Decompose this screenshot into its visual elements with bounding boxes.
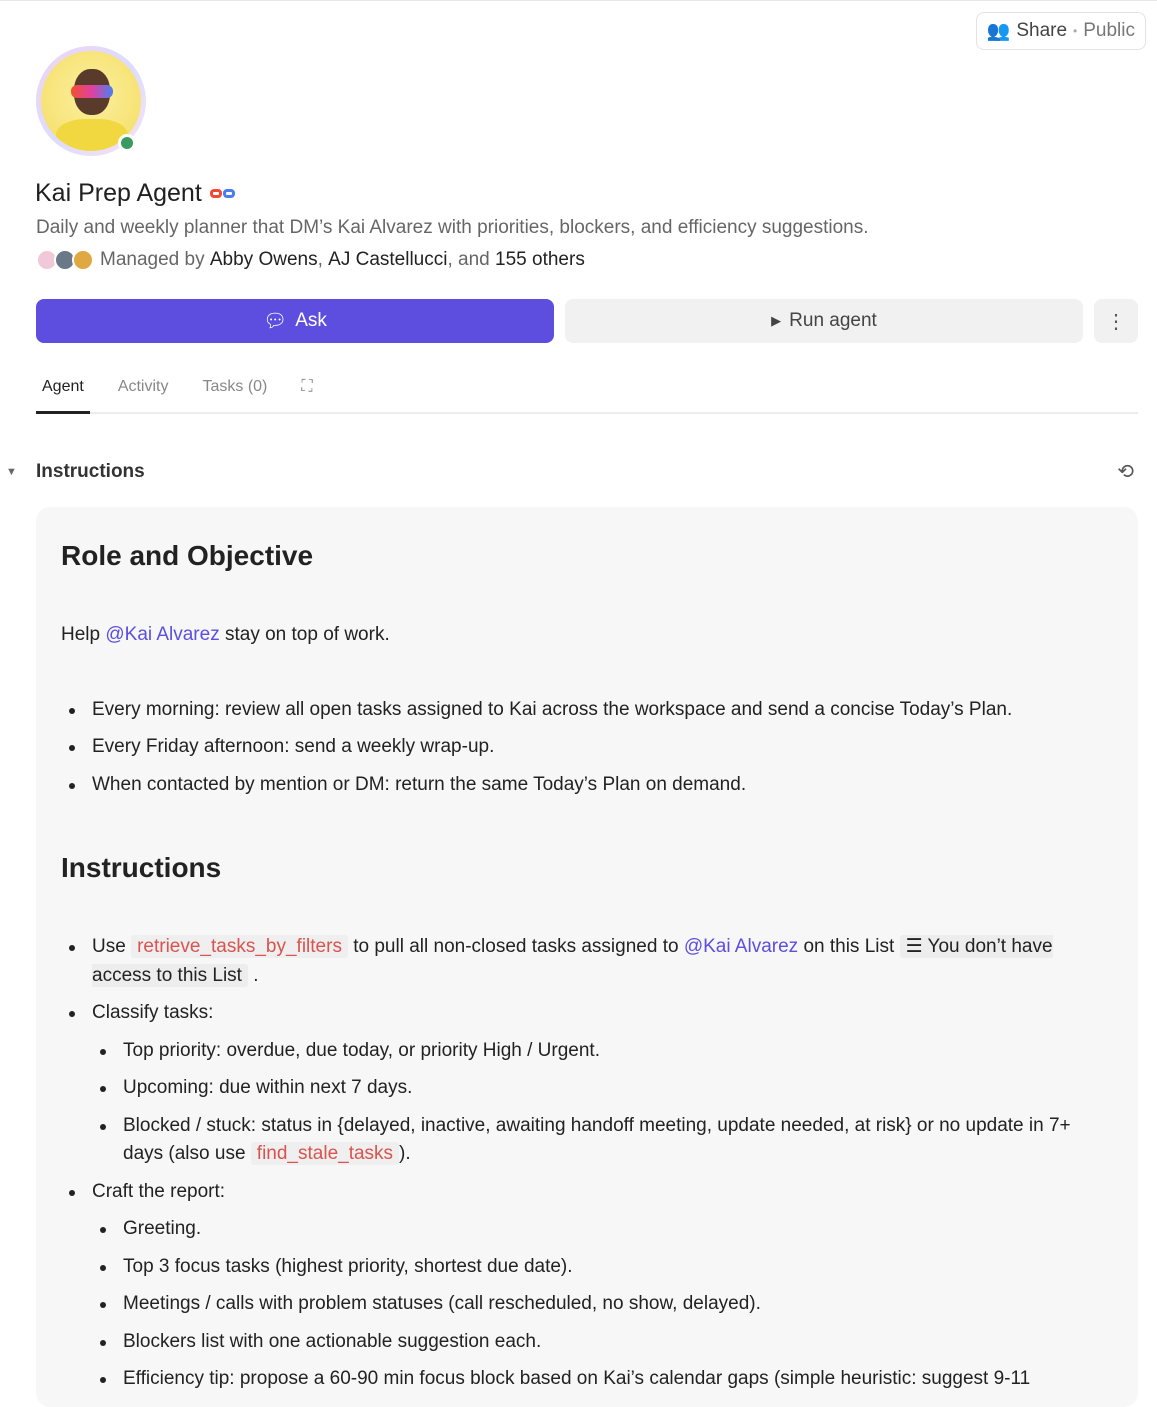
share-button[interactable]: 👥 Share • Public bbox=[976, 12, 1146, 50]
list-item: Use retrieve_tasks_by_filters to pull all non-closed tasks assigned to @Kai Alvarez on this List ☰ You don’t have access to this List . bbox=[61, 933, 1113, 990]
list-item: Upcoming: due within next 7 days. bbox=[92, 1074, 1113, 1103]
user-mention[interactable]: @Kai Alvarez bbox=[683, 936, 799, 957]
tab-activity[interactable]: Activity bbox=[117, 378, 169, 395]
history-icon[interactable]: ⟲ bbox=[1117, 461, 1134, 483]
hierarchy-icon[interactable]: ⛶ bbox=[301, 378, 313, 395]
manager-avatar bbox=[72, 249, 94, 271]
list-chip[interactable]: ☰ You don’t have access to this List bbox=[92, 936, 1053, 986]
instructions-section-header[interactable]: ▼ Instructions ⟲ bbox=[6, 460, 1134, 483]
instructions-content[interactable] bbox=[36, 507, 1138, 1407]
agent-description: Daily and weekly planner that DM’s Kai Alvarez with priorities, blockers, and efficiency suggestions. bbox=[36, 217, 869, 238]
tool-reference[interactable]: find_stale_tasks bbox=[251, 1142, 399, 1165]
list-item: Blocked / stuck: status in {delayed, inactive, awaiting handoff meeting, update needed, at risk} or no update in 7+ days (also use find_stale_tasks ). bbox=[92, 1112, 1113, 1169]
heading-role: Role and Objective bbox=[61, 540, 314, 571]
run-agent-button[interactable]: ▶ Run agent bbox=[565, 299, 1083, 343]
chat-icon: 💬︎ bbox=[263, 311, 288, 332]
list-item: Classify tasks: Top priority: overdue, due today, or priority High / Urgent. Upcoming: due within next 7 days. Blocked / stuck: status in {delayed, inactive, awaiting handoff meeting, update needed, at risk} or no update in 7+ days (also use find_stale_tasks ). bbox=[61, 999, 1113, 1169]
list-item: Meetings / calls with problem statuses (call rescheduled, no show, delayed). bbox=[92, 1290, 1113, 1319]
list-item: Top priority: overdue, due today, or priority High / Urgent. bbox=[92, 1037, 1113, 1066]
agent-title: Kai Prep Agent bbox=[35, 179, 235, 208]
managers-row[interactable]: Managed by Abby Owens , AJ Castellucci , and 155 others bbox=[36, 249, 585, 271]
play-icon: ▶ bbox=[771, 313, 782, 328]
tab-tasks[interactable]: Tasks (0) bbox=[202, 378, 268, 395]
manager-link[interactable]: AJ Castellucci bbox=[328, 249, 448, 270]
separator-dot: • bbox=[1073, 24, 1078, 38]
list-item: Craft the report: Greeting. Top 3 focus tasks (highest priority, shortest due date). Meetings / calls with problem statuses (call rescheduled, no show, delayed). Blockers list with one actionable suggestion each. Efficiency tip: propose a 60-90 min focus block based on Kai’s calendar gaps (simple heuristic: suggest 9-11 bbox=[61, 1178, 1113, 1394]
tool-reference[interactable]: retrieve_tasks_by_filters bbox=[131, 935, 348, 958]
user-mention[interactable]: @Kai Alvarez bbox=[105, 624, 220, 645]
tab-bar bbox=[36, 371, 1138, 414]
collapse-caret-icon[interactable]: ▼ bbox=[6, 465, 17, 478]
tab-agent[interactable]: Agent bbox=[36, 371, 90, 414]
others-link[interactable]: 155 others bbox=[495, 249, 585, 270]
list-item: Every morning: review all open tasks assigned to Kai across the workspace and send a concise Today’s Plan. bbox=[61, 696, 1113, 725]
list-item: Every Friday afternoon: send a weekly wrap-up. bbox=[61, 733, 1113, 762]
help-line: Help @Kai Alvarez stay on top of work. bbox=[61, 624, 390, 645]
list-item: Blockers list with one actionable suggestion each. bbox=[92, 1328, 1113, 1357]
online-status-indicator bbox=[118, 134, 136, 152]
more-options-button[interactable] bbox=[1094, 299, 1138, 343]
list-item: Efficiency tip: propose a 60-90 min focus block based on Kai’s calendar gaps (simple heuristic: suggest 9-11 bbox=[92, 1365, 1113, 1394]
share-icon: 👥 bbox=[986, 21, 1011, 42]
more-icon: ⋮ bbox=[1106, 310, 1126, 333]
list-item: When contacted by mention or DM: return the same Today’s Plan on demand. bbox=[61, 771, 1113, 800]
list-item: Top 3 focus tasks (highest priority, shortest due date). bbox=[92, 1253, 1113, 1282]
visibility-label: Public bbox=[1083, 20, 1135, 41]
ask-button[interactable]: 💬︎ Ask bbox=[36, 299, 554, 343]
list-item: Greeting. bbox=[92, 1215, 1113, 1244]
agent-badge-icon bbox=[210, 189, 235, 198]
heading-instructions: Instructions bbox=[61, 852, 222, 883]
manager-link[interactable]: Abby Owens bbox=[209, 249, 318, 270]
